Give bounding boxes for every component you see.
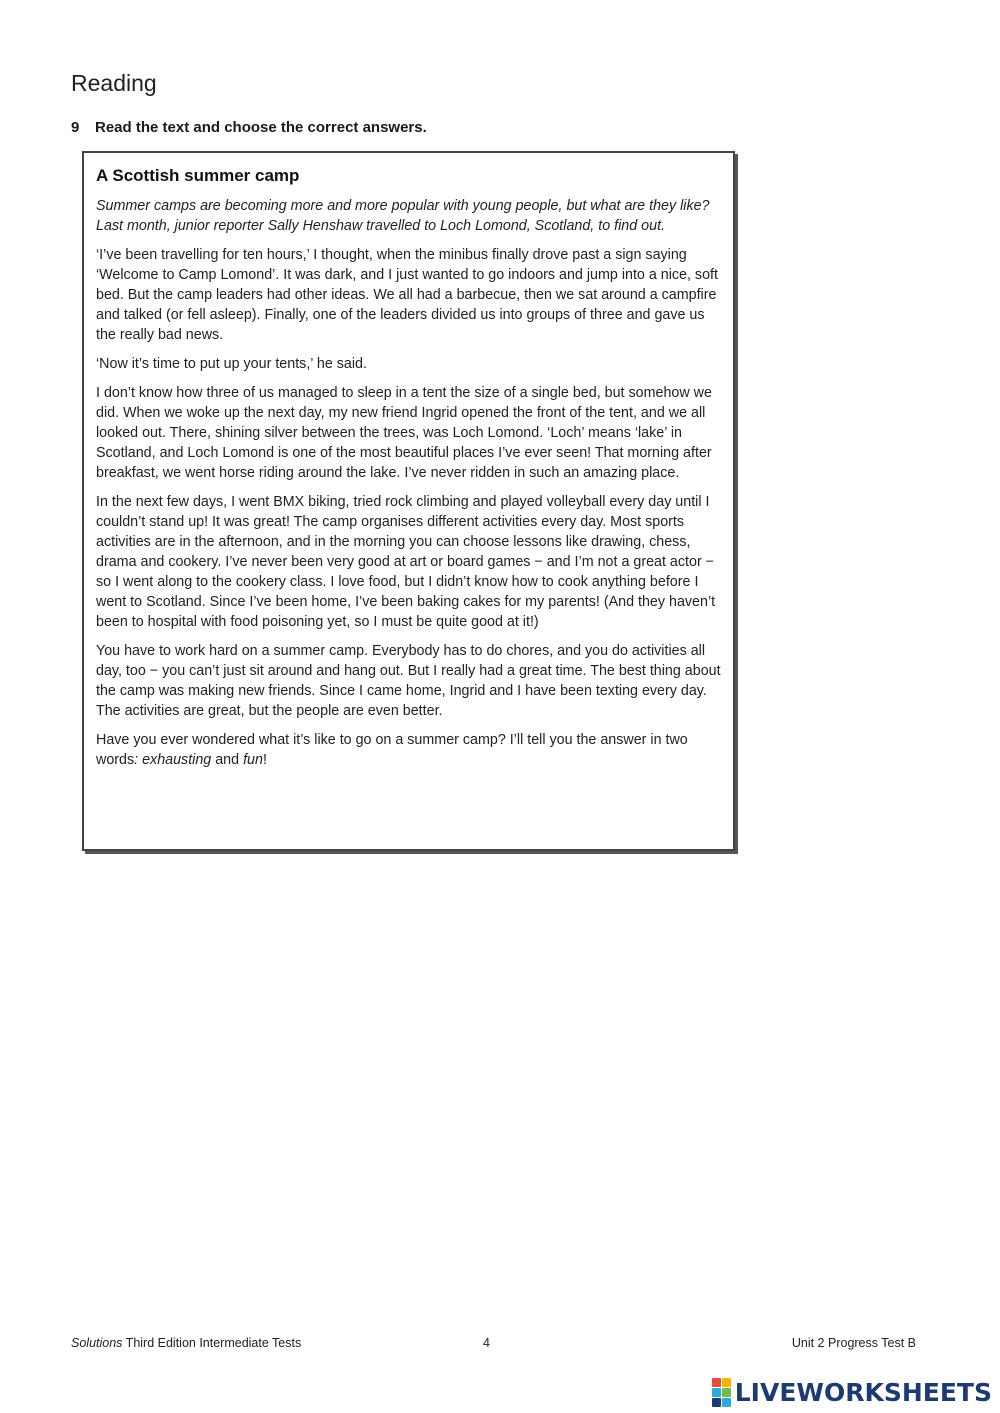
closing-lead: Have you ever wondered what it’s like to go on a summer camp? I’ll tell you the answer in two words <box>96 732 688 768</box>
article-paragraph-4: In the next few days, I went BMX biking, tried rock climbing and played volleyball every day until I couldn’t stand up! It was great! The camp organises different activities every day. Most sports activities are in the afternoon, and in the morning you can choose lessons like drawing, chess, drama and cookery. I’ve never been very good at art or board games − and I’m not a great actor − so I went along to the cookery class. I love food, but I didn’t know how to cook anything before I went to Scotland. Since I’ve been home, I’ve been baking cakes for my parents! (And they haven’t been to hospital with food poisoning yet, so I must be quite good at it!) <box>96 494 716 630</box>
liveworksheets-logo-text: LIVEWORKSHEETS <box>734 1378 992 1407</box>
closing-and: and <box>211 752 244 768</box>
closing-word-exhausting: exhausting <box>142 752 212 768</box>
section-heading: Reading <box>71 70 157 96</box>
article-paragraph-2: ‘Now it’s time to put up your tents,’ he said. <box>96 356 367 372</box>
article-intro: Summer camps are becoming more and more popular with young people, but what are they like? Last month, junior reporter Sally Henshaw travelled to Loch Lomond, Scotland, to find out. <box>96 198 710 234</box>
article-paragraph-1: ‘I’ve been travelling for ten hours,’ I thought, when the minibus finally drove past a sign saying ‘Welcome to Camp Lomond’. It was dark, and I just wanted to go indoors and jump into a nice, soft bed. But the camp leaders had other ideas. We all had a barbecue, then we sat around a campfire and talked (or fell asleep). Finally, one of the leaders divided us into groups of three and gave us the really bad news. <box>96 247 718 343</box>
liveworksheets-logo-icon <box>712 1378 731 1407</box>
footer-book-rest: Third Edition Intermediate Tests <box>122 1336 302 1350</box>
footer-book-name: Solutions <box>71 1336 123 1350</box>
article-box <box>82 151 735 851</box>
closing-word-fun: fun <box>243 752 263 768</box>
task-text: Read the text and choose the correct answers. <box>95 119 427 136</box>
article-paragraph-3: I don’t know how three of us managed to sleep in a tent the size of a single bed, but somehow we did. When we woke up the next day, my new friend Ingrid opened the front of the tent, and we all looked out. There, shining silver between the trees, was Loch Lomond. ‘Loch’ means ‘lake’ in Scotland, and Loch Lomond is one of the most beautiful places I’ve ever seen! That morning after breakfast, we went horse riding around the lake. I’ve never ridden in such an amazing place. <box>96 385 712 481</box>
task-instruction <box>71 119 427 136</box>
footer-book-title <box>71 1336 301 1350</box>
closing-colon: : <box>134 752 143 768</box>
liveworksheets-logo[interactable] <box>712 1378 992 1407</box>
closing-end: ! <box>262 752 267 768</box>
article-title: A Scottish summer camp <box>96 166 300 185</box>
footer-unit: Unit 2 Progress Test B <box>791 1336 916 1350</box>
article-paragraph-5: You have to work hard on a summer camp. Everybody has to do chores, and you do activities all day, too − you can’t just sit around and hang out. But I really had a great time. The best thing about the camp was making new friends. Since I came home, Ingrid and I have been texting every day. The activities are great, but the people are even better. <box>96 643 721 719</box>
task-number: 9 <box>71 119 80 136</box>
article-paragraph-6 <box>96 730 722 770</box>
footer-page-number: 4 <box>483 1336 490 1350</box>
